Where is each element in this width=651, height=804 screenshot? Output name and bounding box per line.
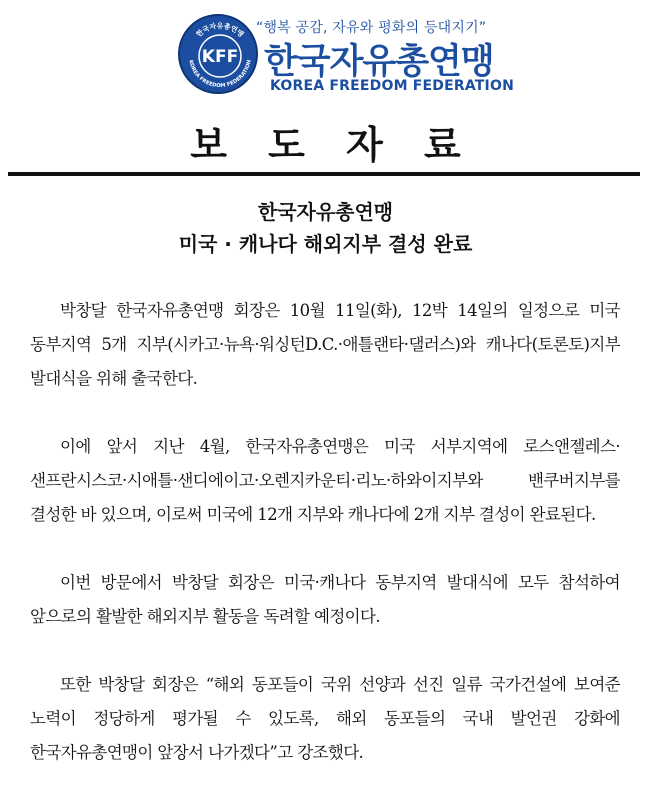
document-title: 보 도 자 료 [190,123,475,167]
headline-line-1: 한국자유총연맹 [257,200,394,224]
paragraph: 이번 방문에서 박창달 회장은 미국·캐나다 동부지역 발대식에 모두 참석하여 앞으로의 활발한 해외지부 활동을 독려할 예정이다. [30,573,620,626]
kff-emblem-logo [178,14,258,94]
paragraph: 박창달 한국자유총연맹 회장은 10월 11일(화), 12박 14일의 일정으로 미국 동부지역 5개 지부(시카고·뉴욕·워싱턴D.C.·애틀랜타·댈러스)와 캐나다(토론토)지부 발대식을 위해 출국한다. [30,301,620,388]
emblem-icon [180,16,260,96]
headline-line-2: 미국 · 캐나다 해외지부 결성 완료 [178,232,473,256]
paragraph: 또한 박창달 회장은 “해외 동포들이 국위 선양과 선진 일류 국가건설에 보여준 노력이 정당하게 평가될 수 있도록, 해외 동포들의 국내 발언권 강화에 한국자유총연맹이 앞장서 나가겠다”고 강조했다. [30,675,620,762]
emblem-ring-bottom-text: KOREA FREEDOM FEDERATION [187,59,253,90]
headline [0,196,651,260]
title-divider [8,172,640,176]
letterhead [0,0,651,110]
org-name-english: KOREA FREEDOM FEDERATION [270,78,514,94]
org-name-korean: 한국자유총연맹 [264,42,494,82]
paragraph: 이에 앞서 지난 4월, 한국자유총연맹은 미국 서부지역에 로스앤젤레스·샌프란시스코·시애틀·샌디에이고·오렌지카운티·리노·하와이지부와 밴쿠버지부를 결성한 바 있으며, 이로써 미국에 12개 지부와 캐나다에 2개 지부 결성이 완료된다. [30,437,620,524]
emblem-abbr: KFF [201,47,239,67]
emblem-ring-top-text: 한국자유총연맹 [194,22,246,39]
slogan: “행복 공감, 자유와 평화의 등대지기” [256,20,487,36]
article-body [30,294,620,804]
